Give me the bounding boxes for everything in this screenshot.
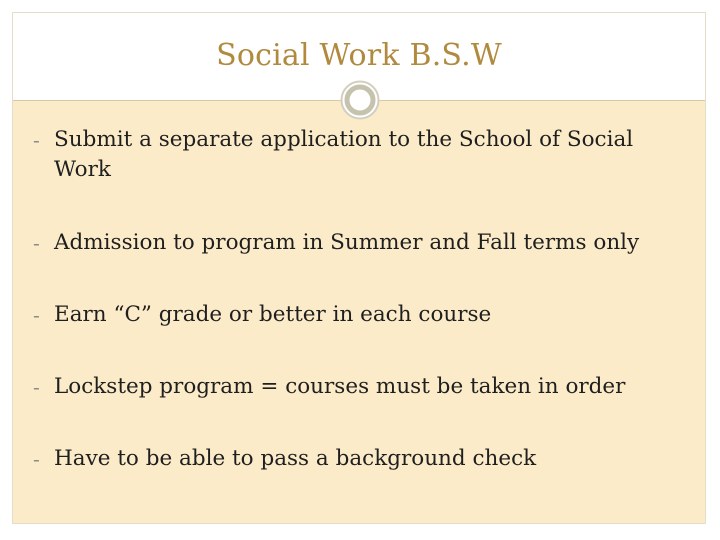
bullet-marker: -	[33, 375, 40, 399]
bullet-marker: -	[33, 303, 40, 327]
bullet-marker: -	[33, 447, 40, 471]
bullet-marker: -	[33, 128, 40, 152]
bullet-text: Submit a separate application to the School of Social Work	[54, 127, 634, 182]
bullet-text: Admission to program in Summer and Fall terms only	[54, 230, 640, 255]
slide-title: Social Work B.S.W	[216, 38, 502, 73]
bullet-item	[33, 228, 693, 258]
ring-ornament-icon	[340, 80, 380, 120]
bullet-list	[33, 125, 693, 474]
bullet-text: Lockstep program = courses must be taken in order	[54, 374, 626, 399]
bullet-item	[33, 300, 693, 330]
bullet-item	[33, 444, 693, 474]
bullet-item	[33, 372, 693, 402]
bullet-text: Have to be able to pass a background check	[54, 446, 537, 471]
slide-frame	[12, 12, 706, 524]
bullet-item	[33, 125, 693, 185]
bullet-marker: -	[33, 231, 40, 255]
bullet-text: Earn “C” grade or better in each course	[54, 302, 492, 327]
